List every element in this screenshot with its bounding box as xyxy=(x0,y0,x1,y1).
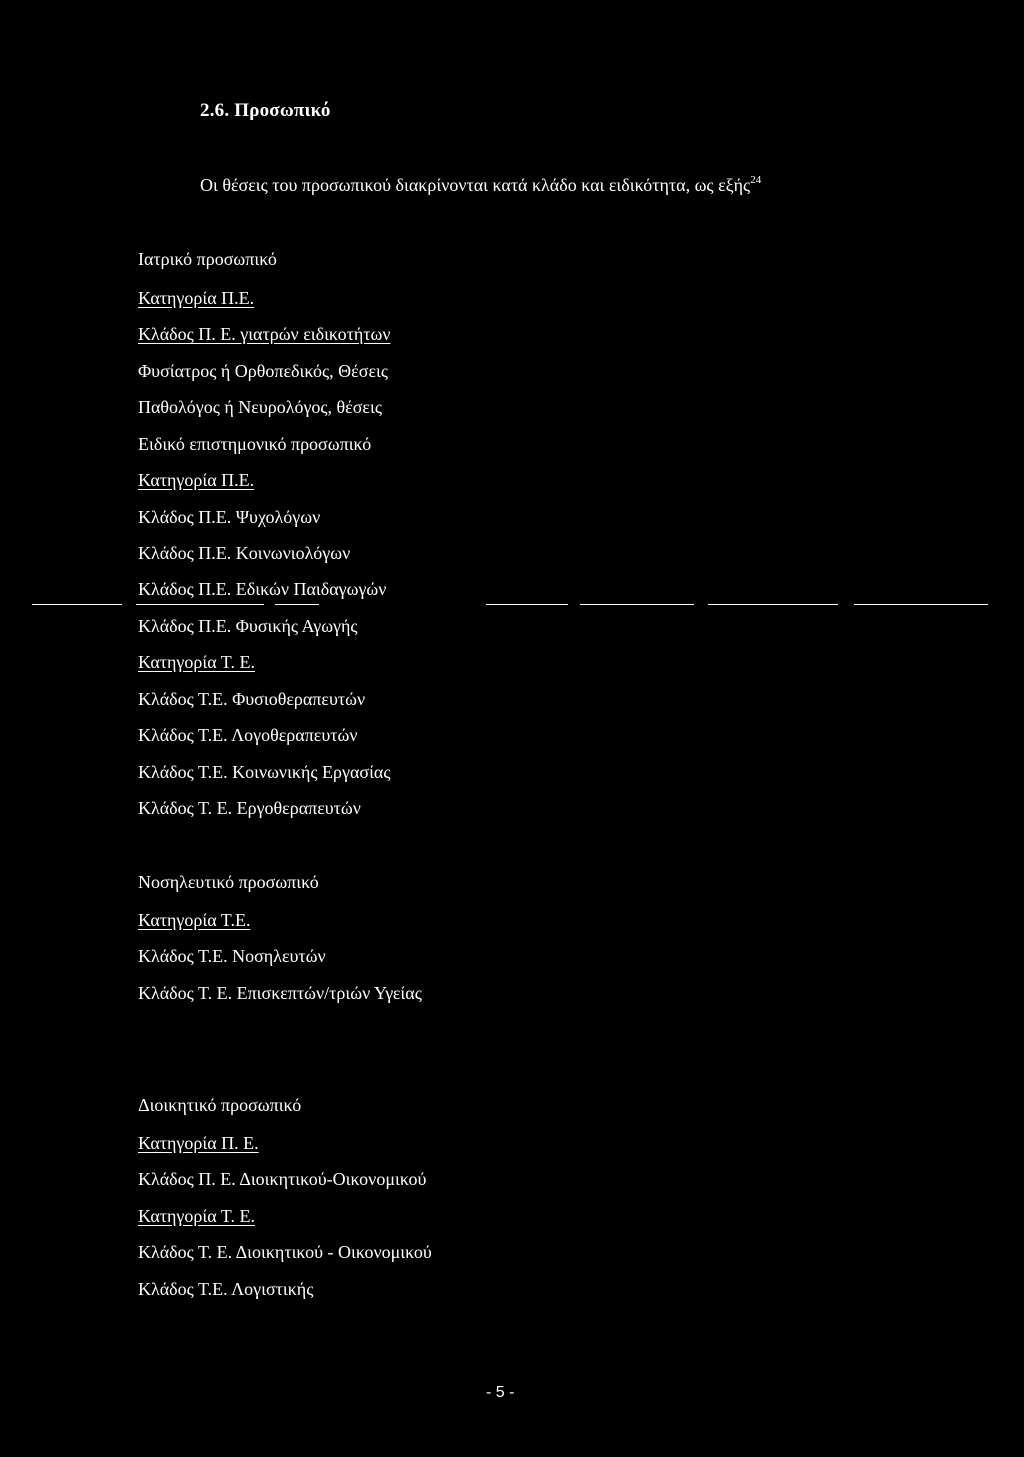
scan-rule xyxy=(486,604,568,605)
branch-pe-physical-education: Κλάδος Π.Ε. Φυσικής Αγωγής xyxy=(138,616,358,636)
branch-te-nurses: Κλάδος Τ.Ε. Νοσηλευτών xyxy=(138,946,326,966)
scan-rule xyxy=(32,604,122,605)
branch-te-physiotherapists: Κλάδος Τ.Ε. Φυσιοθεραπευτών xyxy=(138,689,366,709)
branch-te-health-visitors: Κλάδος Τ. Ε. Επισκεπτών/τριών Υγείας xyxy=(138,983,422,1003)
scan-rule xyxy=(708,604,838,605)
branch-te-administrative-economic: Κλάδος Τ. Ε. Διοικητικού - Οικονομικού xyxy=(138,1242,432,1262)
branch-te-occupational-therapists: Κλάδος Τ. Ε. Εργοθεραπευτών xyxy=(138,798,361,818)
branch-te-accounting: Κλάδος Τ.Ε. Λογιστικής xyxy=(138,1279,314,1299)
branch-pe-sociologists: Κλάδος Π.Ε. Κοινωνιολόγων xyxy=(138,543,351,563)
position-physiatrist: Φυσίατρος ή Ορθοπεδικός, Θέσεις xyxy=(138,361,388,381)
category-pe-medical: Κατηγορία Π.Ε. xyxy=(138,288,255,308)
scan-rule xyxy=(136,604,264,605)
scan-rule xyxy=(580,604,694,605)
category-te-nursing: Κατηγορία Τ.Ε. xyxy=(138,910,251,930)
intro-paragraph xyxy=(200,174,761,196)
page-number: - 5 - xyxy=(486,1384,515,1401)
group-heading-scientific: Ειδικό επιστημονικό προσωπικό xyxy=(138,434,372,454)
footnote-reference: 24 xyxy=(750,174,762,186)
group-heading-nursing: Νοσηλευτικό προσωπικό xyxy=(138,872,319,892)
category-te-scientific: Κατηγορία Τ. Ε. xyxy=(138,652,255,672)
branch-te-speech-therapists: Κλάδος Τ.Ε. Λογοθεραπευτών xyxy=(138,725,358,745)
intro-text: Οι θέσεις του προσωπικού διακρίνονται κατά κλάδο και ειδικότητα, ως εξής xyxy=(200,175,751,195)
branch-pe-doctors: Κλάδος Π. Ε. γιατρών ειδικοτήτων xyxy=(138,324,391,344)
group-heading-medical: Ιατρικό προσωπικό xyxy=(138,249,277,269)
category-te-administrative: Κατηγορία Τ. Ε. xyxy=(138,1206,255,1226)
branch-pe-psychologists: Κλάδος Π.Ε. Ψυχολόγων xyxy=(138,507,321,527)
category-pe-administrative: Κατηγορία Π. Ε. xyxy=(138,1133,259,1153)
section-heading: 2.6. Προσωπικό xyxy=(200,100,331,121)
branch-te-social-work: Κλάδος Τ.Ε. Κοινωνικής Εργασίας xyxy=(138,762,391,782)
category-pe-scientific: Κατηγορία Π.Ε. xyxy=(138,470,255,490)
branch-pe-special-educators: Κλάδος Π.Ε. Εδικών Παιδαγωγών xyxy=(138,579,387,599)
position-pathologist: Παθολόγος ή Νευρολόγος, θέσεις xyxy=(138,397,382,417)
group-heading-administrative: Διοικητικό προσωπικό xyxy=(138,1095,302,1115)
scan-rule xyxy=(854,604,988,605)
branch-pe-administrative-economic: Κλάδος Π. Ε. Διοικητικού-Οικονομικού xyxy=(138,1169,427,1189)
scan-rule xyxy=(275,604,319,605)
